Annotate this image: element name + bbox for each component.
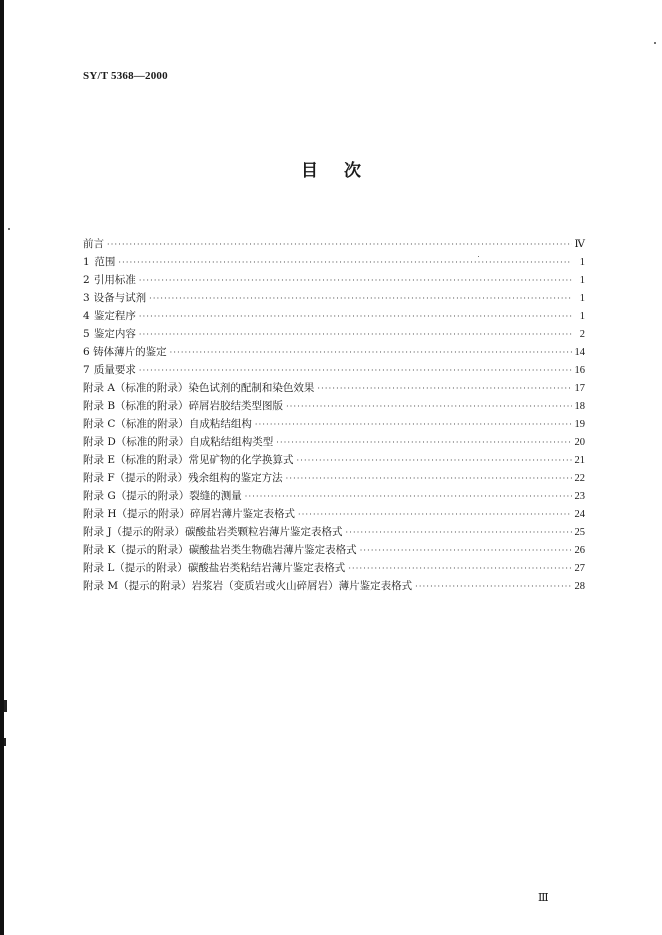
toc-entry-label: 碎屑岩薄片鉴定表格式 [190,508,295,520]
toc-entry-page: 19 [574,419,585,430]
toc-entry-label: 裂缝的测量 [189,490,242,502]
toc-entry[interactable] [83,343,585,361]
toc-leader-dots [346,524,572,542]
toc-entry-number: 3 [83,292,90,304]
toc-entry-label: 染色试剂的配制和染色效果 [188,382,315,394]
toc-entry-label: 质量要求 [93,364,136,376]
toc-leader-dots [139,308,572,326]
toc-leader-dots [360,542,572,560]
document-code: SY/T 5368—2000 [83,70,168,82]
toc-entry-appendix: 附录 G（提示的附录） [83,490,190,502]
toc-leader-dots [276,434,571,452]
toc-entry-label: 铸体薄片的鉴定 [93,346,167,358]
toc-entry-label: 引用标准 [93,274,136,286]
toc-entry[interactable] [83,379,585,397]
toc-leader-dots [139,272,572,290]
toc-entry-label: 鉴定程序 [93,310,136,322]
toc-entry[interactable] [83,397,585,415]
toc-entry-page: 27 [574,563,585,574]
toc-entry-number: 4 [83,310,90,322]
toc-entry-page: 18 [574,401,585,412]
toc-entry-page: 17 [574,383,585,394]
toc-entry-appendix: 附录 H（提示的附录） [83,508,190,520]
toc-leader-dots [170,344,572,362]
toc-entry-page: 22 [574,473,585,484]
toc-entry[interactable] [83,523,585,541]
toc-entry-page: 26 [574,545,585,556]
toc-leader-dots [348,560,571,578]
toc-entry-label: 前言 [83,238,104,250]
toc-entry-appendix: 附录 K（提示的附录） [83,544,189,556]
toc-entry-label: 范围 [94,256,116,268]
toc-entry[interactable] [83,307,585,325]
toc-leader-dots [107,236,572,254]
toc-entry-page: 24 [574,509,585,520]
toc-entry-number: 6 [83,346,90,358]
toc-entry[interactable] [83,415,585,433]
toc-entry-number: 2 [83,274,90,286]
toc-leader-dots [139,362,572,380]
toc-entry[interactable] [83,487,585,505]
toc-entry-number: 1 [83,256,90,268]
toc-entry-label: 自成粘结组构 [188,418,252,430]
toc-entry-page: 2 [579,329,585,340]
toc-entry-page: Ⅳ [574,239,585,250]
scan-edge-mark [4,738,6,746]
toc-entry-page: 20 [574,437,585,448]
toc-entry-label: 碎屑岩胶结类型图版 [188,400,284,412]
toc-entry-page: 1 [579,293,585,304]
toc-entry-appendix: 附录 L（提示的附录） [83,562,188,574]
table-of-contents [83,235,585,595]
toc-entry[interactable] [83,433,585,451]
toc-entry-appendix: 附录 B（标准的附录） [83,400,189,412]
toc-entry-appendix: 附录 D（标准的附录） [83,436,190,448]
page-title: 目次 [301,161,387,181]
toc-entry-label: 鉴定内容 [93,328,136,340]
toc-entry-page: 14 [574,347,585,358]
toc-entry[interactable] [83,271,585,289]
toc-entry-page: 1 [579,257,585,268]
toc-entry-appendix: 附录 M（提示的附录） [83,580,192,592]
toc-entry-label: 设备与试剂 [93,292,147,304]
scan-left-border [0,0,4,935]
toc-entry[interactable] [83,577,585,595]
toc-entry-label: 残余组构的鉴定方法 [188,472,283,484]
toc-entry-appendix: 附录 A（标准的附录） [83,382,189,394]
toc-entry-appendix: 附录 C（标准的附录） [83,418,189,430]
scan-edge-mark [4,700,7,712]
toc-entry-label: 碳酸盐岩类粘结岩薄片鉴定表格式 [187,562,346,574]
toc-entry-appendix: 附录 J（提示的附录） [83,526,186,538]
toc-entry-appendix: 附录 F（提示的附录） [83,472,189,484]
toc-leader-dots [317,380,571,398]
scan-speck [654,42,656,44]
toc-entry[interactable] [83,541,585,559]
toc-entry-page: 23 [574,491,585,502]
toc-leader-dots [118,254,572,272]
toc-entry-label: 碳酸盐岩类生物礁岩薄片鉴定表格式 [188,544,357,556]
toc-entry-label: 岩浆岩（变质岩或火山碎屑岩）薄片鉴定表格式 [191,580,413,592]
toc-entry[interactable] [83,289,585,307]
toc-entry-label: 常见矿物的化学换算式 [188,454,294,466]
toc-entry[interactable] [83,559,585,577]
toc-entry-label: 自成粘结组构类型 [189,436,274,448]
toc-leader-dots [255,416,572,434]
toc-leader-dots [245,488,572,506]
toc-entry[interactable] [83,451,585,469]
toc-entry-page: 16 [574,365,585,376]
toc-leader-dots [297,452,572,470]
toc-entry[interactable] [83,505,585,523]
toc-leader-dots [149,290,572,308]
toc-entry[interactable] [83,253,585,271]
toc-leader-dots [415,578,571,596]
toc-entry[interactable] [83,235,585,253]
toc-leader-dots [139,326,572,344]
toc-leader-dots [298,506,572,524]
toc-entry-page: 25 [574,527,585,538]
toc-entry-label: 碳酸盐岩类颗粒岩薄片鉴定表格式 [185,526,343,538]
toc-entry-page: 1 [579,275,585,286]
toc-leader-dots [286,470,572,488]
toc-entry-page: 28 [574,581,585,592]
toc-entry[interactable] [83,325,585,343]
toc-entry-number: 7 [83,364,90,376]
scan-speck [8,228,10,230]
toc-entry-appendix: 附录 E（标准的附录） [83,454,189,466]
toc-entry-number: 5 [83,328,90,340]
page-number: Ⅲ [538,892,549,904]
toc-entry-page: 1 [579,311,585,322]
toc-entry[interactable] [83,469,585,487]
toc-leader-dots [286,398,571,416]
toc-entry-page: 21 [574,455,585,466]
toc-entry[interactable] [83,361,585,379]
